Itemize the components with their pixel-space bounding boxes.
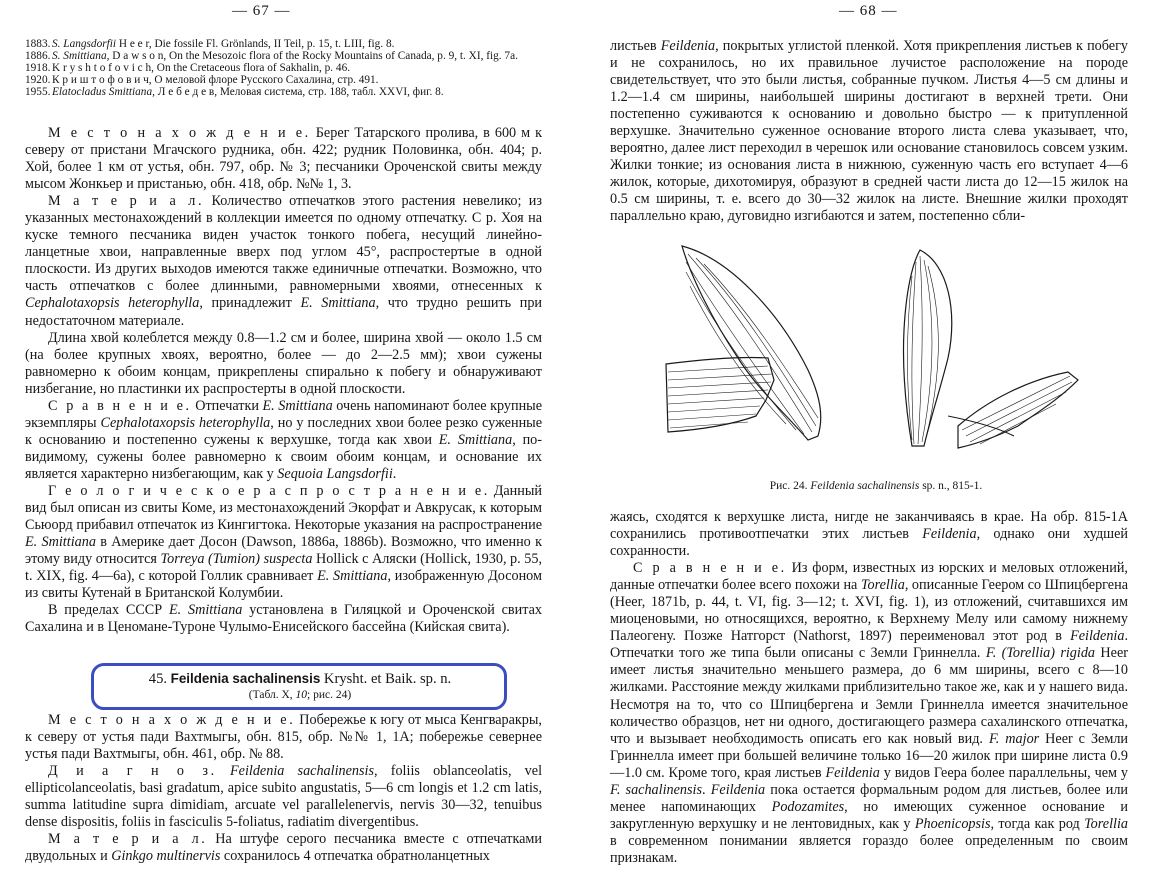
text-run: , принадлежит xyxy=(199,295,301,312)
text-run: установлена в Гиляцкой и Ороченской свитах Сахалина и в Ценомане-Туроне Чулымо-Енисейского бассейна (Кийская свита). xyxy=(25,602,542,636)
italic-term: Cephalotaxopsis heterophylla xyxy=(25,295,200,312)
text-run: Из форм, известных из юрских и меловых отложений, данные отпечатки более всего похожи на xyxy=(610,560,1128,594)
text-run: , но имеющих суженное основание и закругленную верхушку и не лентовидных, как у xyxy=(610,798,1128,832)
text-run: сохранилось 4 отпечатка обратноланцетных xyxy=(220,848,490,865)
bibliography-year: 1886. xyxy=(25,50,51,63)
text-run: Heer с Земли Гриннелла имеет при большей величине только 16—20 жилок при ширине листа 0.9—1.0 см. Кроме того, края листьев xyxy=(610,730,1128,781)
species-title xyxy=(110,670,490,688)
italic-term: F. major xyxy=(988,730,1040,747)
body-text-lower xyxy=(25,712,542,865)
caption-species: Feildenia sachalinensis xyxy=(810,480,920,492)
section-heading: М а т е р и а л. xyxy=(48,193,205,210)
italic-term: Feildenia xyxy=(660,38,716,54)
text-run: K r y s h t o f o v i c h, On the Cretaceous flora of Sakhalin, p. 46. xyxy=(52,62,351,75)
text-run: . xyxy=(392,465,397,482)
text-run: очень напоминают более крупные экземпляры xyxy=(25,397,542,431)
italic-term: Cephalotaxopsis heterophylla xyxy=(100,414,271,431)
italic-term: Feildenia xyxy=(1070,628,1125,645)
paragraph-continuation xyxy=(610,509,1128,560)
italic-term: Torreya (Tumion) suspecta xyxy=(160,551,313,568)
text-run: К р и ш т о ф о в и ч, О меловой флоре Русского Сахалина, стр. 491. xyxy=(52,74,379,87)
text-run: , что трудно решить при недостаточном материале. xyxy=(25,295,542,329)
text-run: , описанные Геером со Шпицбергена (Heer, 1871b, p. 44, t. VI, fig. 3—12; t. XVI, fig. 1), из отложений, считавшихся им миоценовыми, но относящихся, вероятно, к Верхнему Мелу или самому нижнему Палеогену. Позже Натгорст (Nathorst, 1897) переименовал этот род в xyxy=(610,577,1128,645)
body-text-top xyxy=(610,38,1128,226)
italic-term: E. Smittiana xyxy=(317,568,388,585)
italic-term: E. Smittiana xyxy=(262,397,333,414)
text-run: Данный вид был описан из свиты Коме, из местонахождений Экорфат и Авкрусак, к которым Сьюорд прибавил отпечаток из Кингигтока. Некоторые указания на распространение xyxy=(25,482,542,534)
leaf-fragment-left-veins xyxy=(668,366,772,428)
bibliography-entry xyxy=(25,62,555,74)
paragraph-locality xyxy=(25,125,542,193)
italic-term: F. (Torellia) rigida xyxy=(985,645,1096,662)
body-text-upper xyxy=(25,125,542,636)
text-run: жаясь, сходятся к верхушке листа, нигде не заканчиваясь в крае. На обр. 815-1А сохранились противоотпечатки этих листьев xyxy=(610,509,1128,543)
text-run: H e e r, Die fossile Fl. Grönlands, II Teil, p. 15, t. LIII, fig. 8. xyxy=(116,38,395,50)
left-page xyxy=(0,0,572,872)
text-run: Количество отпечатков этого растения невелико; из указанных местонахождений в коллекции имеется по одному отпечатку. С р. Хоя на куске темного песчаника виден участок тонкого побега, несущий линейно-ланцетные хвои, направленные вверх под углом 45°, распростертые в одной плоскости. Из других выходов имеются также единичные отпечатки. Возможно, что часть отпечатков с более длинными, равномерными хвоями, отнесенных к xyxy=(25,193,543,295)
bibliography-text xyxy=(52,38,555,50)
species-name: Feildenia sachalinensis xyxy=(170,671,321,686)
text-run: , foliis oblanceolatis, vel ellipticolanceolatis, basi gradatum, apice subito angustatis, 5—6 cm longis et 1.2 cm latis, summa latitudine supra dimidiam, arcuate vel parallelenervis, nervis 30—32, tenuibus dense dispositis, foliis in fasciculis 5-foliatus, radiatim divergentibus. xyxy=(25,763,543,831)
italic-term: Feildenia xyxy=(710,781,766,798)
page-number: — 68 — xyxy=(839,3,898,19)
italic-term: Torellia xyxy=(1084,815,1128,832)
reference-figure: 10 xyxy=(295,689,308,701)
species-reference xyxy=(110,689,490,702)
paragraph-description xyxy=(610,38,1128,226)
text-run: , по-видимому, сужены более равномерно к своим обоим концам, и основание их является характерно низбегающим, как у xyxy=(25,431,542,482)
text-run xyxy=(217,763,230,779)
bibliography-year: 1918. xyxy=(25,62,51,75)
section-heading: М а т е р и а л. xyxy=(48,831,208,848)
text-run: , покрытых углистой пленкой. Хотя прикрепления листьев к побегу и не сохранилось, но их правильное лучистое расположение на породе свидетельствует, что это были листья, собранные пучком. Листья 4—5 см длины и 1.2—1.4 см ширины, наибольшей ширины достигают в верхней трети. Они постепенно суживаются к основанию и довольно быстро — к притупленной верхушке. Значительно суженное основание второго листа слева указывает, что, вероятно, далее лист переходил в черешок или основание становилось совсем узким. Жилки тонкие; из основания листа в нижнюю, суженную часть его вступает 4—6 жилок, которые, дихотомируя, образуют в средней части листа до 12—15 жилок на 0.5 см ширины, т. е. всего до 30—32 жилок на листе. Внешние жилки проходят параллельно краю, дуговидно изгибаются и затем, постепенно сбли- xyxy=(610,38,1128,225)
page-number: — 67 — xyxy=(232,3,291,19)
section-heading: С р а в н е н и е. xyxy=(48,397,192,414)
text-run: , но у последних хвои более резко суженные к основанию и постепенно сужены к верхушке, тогда как хвои xyxy=(25,414,542,448)
body-text-bottom xyxy=(610,509,1128,867)
text-run: у видов Геера более параллельны, чем у xyxy=(879,764,1129,781)
paragraph-material xyxy=(25,193,542,329)
bibliography-entry xyxy=(25,38,555,50)
italic-term: E. Smittiana xyxy=(168,602,243,619)
text-run: в Америке дает Досон (Dawson, 1886a, 1886b). Возможно, что именно к этому виду относится xyxy=(25,534,542,568)
italic-term: Podozamites xyxy=(771,798,845,815)
paragraph-comparison-feildenia xyxy=(610,560,1128,867)
italic-term: F. sachalinensis xyxy=(610,781,703,798)
italic-term: E. Smittiana xyxy=(300,295,376,312)
paragraph-dimensions xyxy=(25,330,542,398)
italic-term: E. Smittiana xyxy=(438,431,513,448)
bibliography-entry xyxy=(25,50,555,62)
paragraph-comparison xyxy=(25,398,542,483)
italic-term: S. Smittiana, xyxy=(52,50,110,63)
italic-term: Elatocladus Smittiana, xyxy=(52,86,155,99)
fossil-leaves-figure xyxy=(658,240,1088,460)
text-run: , изображенную Досоном из свиты Кутенай в Британской Колумбии. xyxy=(25,568,542,602)
text-run: Берег Татарского пролива, в 600 м к северу от пристани Мгачского рудника, обн. 422; рудник Половинка, обн. 404; р. Хой, более 1 км от устья, обн. 797, обр. № 3; песчаники Ороченской свиты между мысом Жонкьер и пристанью, обн. 418, обр. №№ 1, 3. xyxy=(25,125,542,193)
bibliography-text xyxy=(52,62,555,74)
reference-suffix: ; рис. 24) xyxy=(307,689,352,701)
section-heading: С р а в н е н и е. xyxy=(633,560,787,577)
paragraph-diagnosis xyxy=(25,763,542,831)
leaf-tall-upright-veins xyxy=(908,256,939,444)
leaf-large-middle-veins xyxy=(686,254,818,434)
text-run: Длина хвой колеблется между 0.8—1.2 см и более, ширина хвой — около 1.5 см (на более крупных хвоях, вероятно, более — до 2—2.5 мм); хвои сужены равномерно к обоим концам, прикреплены спирально к побегу и обнаруживают низбегание, но пластинки их распростерты в одной плоскости. xyxy=(25,329,542,397)
bibliography-year: 1920. xyxy=(25,74,51,87)
paragraph-material-new xyxy=(25,831,542,865)
italic-term: Feildenia xyxy=(922,526,977,543)
species-authors: Krysht. et Baik. sp. n. xyxy=(323,671,452,687)
paragraph-ussr xyxy=(25,602,542,636)
caption-prefix: Рис. 24. xyxy=(769,480,811,492)
section-heading: М е с т о н а х о ж д е н и е. xyxy=(48,125,311,141)
figure-caption xyxy=(584,480,1168,492)
bibliography xyxy=(25,38,555,98)
bibliography-text xyxy=(52,86,555,98)
text-run: Л е б е д е в, Меловая система, стр. 188, табл. XXVI, фиг. 8. xyxy=(154,86,444,99)
text-run: пока остается формальным родом для листьев, более или менее напоминающих xyxy=(610,781,1129,815)
section-heading: Г е о л о г и ч е с к о е р а с п р о с т р а н е н и е. xyxy=(48,482,490,499)
text-run: На штуфе серого песчаника вместе с отпечатками двудольных и xyxy=(25,831,543,865)
caption-suffix: sp. n., 815-1. xyxy=(919,480,983,492)
bibliography-text xyxy=(52,50,555,62)
leaf-fragment-right xyxy=(958,372,1078,448)
text-run: Отпечатки xyxy=(191,397,263,414)
text-run: . Отпечатки того же типа были описаны с Земли Гриннелла. xyxy=(610,628,1128,662)
text-run: , тогда как род xyxy=(990,815,1085,832)
right-page xyxy=(584,0,1168,872)
italic-term: E. Smittiana xyxy=(25,534,96,551)
text-run: Heer имеет листья значительно меньшего размера, до 6 мм ширины, всего с 8—10 жилками. Расстояние между жилками приблизительно такое же, как и у нашего вида. Несмотря на то, что со Шпицбергена и Земли Гриннелла имеется значительное количество образцов, нет ни одного, достигающего размера сахалинского отпечатка, что и вызывает необходимость описать его как новый вид. xyxy=(610,645,1128,747)
bibliography-year: 1955. xyxy=(25,86,51,99)
text-run: . xyxy=(702,781,711,798)
section-heading: Д и а г н о з. xyxy=(48,763,217,780)
bibliography-text xyxy=(52,74,555,86)
paragraph-distribution xyxy=(25,483,542,602)
italic-term: Sequoia Langsdorfii xyxy=(277,465,393,482)
bibliography-entry xyxy=(25,86,555,98)
italic-term: Phoenicopsis xyxy=(914,815,991,832)
reference-prefix: (Табл. X, xyxy=(248,689,296,701)
text-run: Побережье к югу от мыса Кенгваракры, к северу от устья пади Вахтмыгы, обн. 815, обр. №№ 1, 1А; побережье севернее устья пади Вахтмыгы, обн. 461, обр. № 88. xyxy=(25,712,542,763)
text-run: , однако они худшей сохранности. xyxy=(610,526,1128,560)
text-run: D a w s o n, On the Mesozoic flora of the Rocky Mountains of Canada, p. 9, t. XI, fig. 7a. xyxy=(109,50,518,63)
section-heading: М е с т о н а х о ж д е н и е. xyxy=(48,712,296,728)
species-number: 45. xyxy=(148,671,168,687)
text-run: В пределах СССР xyxy=(48,602,169,619)
paragraph-locality-new xyxy=(25,712,542,763)
italic-term: S. Langsdorfii xyxy=(52,38,117,50)
text-run: листьев xyxy=(610,38,661,54)
italic-term: Ginkgo multinervis xyxy=(111,848,221,865)
italic-term: Feildenia xyxy=(825,764,880,781)
italic-term: Feildenia sachalinensis xyxy=(229,763,374,780)
leaf-large-middle xyxy=(682,246,821,440)
bibliography-year: 1883. xyxy=(25,38,51,50)
text-run: в современном понимании является гораздо более определенным по своим признакам. xyxy=(610,832,1128,866)
text-run: Hollick с Аляски (Hollick, 1930, p. 55, t. XIX, fig. 4—6a), с которой Голлик сравнивает xyxy=(25,551,542,585)
bibliography-entry xyxy=(25,74,555,86)
italic-term: Torellia xyxy=(860,577,905,594)
